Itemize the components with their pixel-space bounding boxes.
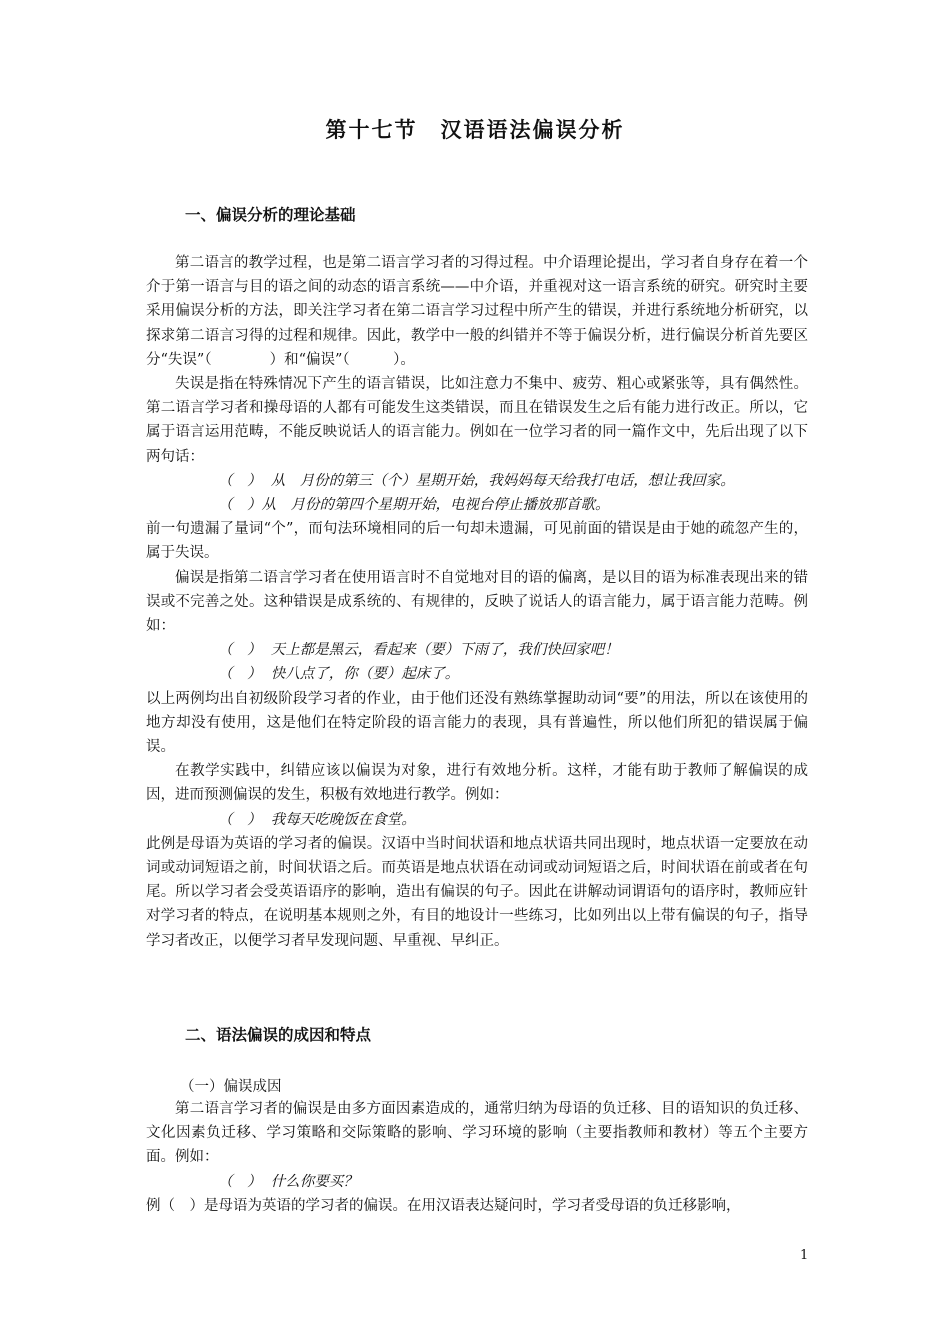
page-title: 第十七节 汉语语法偏误分析 <box>325 118 625 142</box>
example-sentence: （ ） 从 月份的第三（个）星期开始，我妈妈每天给我打电话，想让我回家。 <box>218 472 735 489</box>
subsection-heading: （一）偏误成因 <box>180 1079 282 1095</box>
paragraph: 以上两例均出自初级阶段学习者的作业，由于他们还没有熟练掌握助动词“要”的用法，所以在该使用的地方却没有使用，这是他们在特定阶段的语言能力的表现，具有普遍性，所以他们所犯的错误属于偏误。 <box>146 690 808 756</box>
paragraph: 第二语言学习者的偏误是由多方面因素造成的，通常归纳为母语的负迁移、目的语知识的负迁移、文化因素负迁移、学习策略和交际策略的影响、学习环境的影响（主要指教师和教材）等五个主要方面。例如： <box>146 1101 808 1166</box>
section-heading-2: 二、语法偏误的成因和特点 <box>185 1026 372 1044</box>
example-sentence: （ ） 什么你要买？ <box>218 1173 358 1190</box>
example-sentence: （ ） 天上都是黑云，看起来（要）下雨了，我们快回家吧！ <box>218 642 619 659</box>
example-sentence: （ ） 我每天吃晚饭在食堂。 <box>218 811 416 828</box>
section-2-body <box>146 1097 808 1218</box>
paragraph: 第二语言的教学过程，也是第二语言学习者的习得过程。中介语理论提出，学习者自身存在着一个介于第一语言与目的语之间的动态的语言系统——中介语，并重视对这一语言系统的研究。研究时主要采用偏误分析的方法，即关注学习者在第二语言学习过程中所产生的错误，并进行系统地分析研究，以探求第二语言习得的过程和规律。因此，教学中一般的纠错并不等于偏误分析，进行偏误分析首先要区分“失误”（ ）和“偏误”（ ）。 <box>146 255 808 368</box>
paragraph: 失误是指在特殊情况下产生的语言错误，比如注意力不集中、疲劳、粗心或紧张等，具有偶然性。第二语言学习者和操母语的人都有可能发生这类错误，而且在错误发生之后有能力进行改正。所以，它属于语言运用范畴，不能反映说话人的语言能力。例如在一位学习者的同一篇作文中，先后出现了以下两句话： <box>146 376 808 465</box>
example-sentence: （ ） 快八点了，你（要）起床了。 <box>218 666 460 683</box>
paragraph: 此例是母语为英语的学习者的偏误。汉语中当时间状语和地点状语共同出现时，地点状语一定要放在动词或动词短语之前，时间状语之后。而英语是地点状语在动词或动词短语之后，时间状语在前或者在句尾。所以学习者会受英语语序的影响，造出有偏误的句子。因此在讲解动词谓语句的语序时，教师应针对学习者的特点，在说明基本规则之外，有目的地设计一些练习，比如列出以上带有偏误的句子，指导学习者改正，以便学习者早发现问题、早重视、早纠正。 <box>146 835 808 949</box>
section-1-body <box>146 251 808 953</box>
page-number: 1 <box>800 1248 809 1263</box>
paragraph: 前一句遗漏了量词“个”，而句法环境相同的后一句却未遗漏，可见前面的错误是由于她的疏忽产生的，属于失误。 <box>146 521 808 562</box>
paragraph: 偏误是指第二语言学习者在使用语言时不自觉地对目的语的偏离，是以目的语为标准表现出来的错误或不完善之处。这种错误是成系统的、有规律的，反映了说话人的语言能力，属于语言能力范畴。例如： <box>146 569 808 635</box>
paragraph: 例（ ）是母语为英语的学习者的偏误。在用汉语表达疑问时，学习者受母语的负迁移影响， <box>146 1197 741 1214</box>
example-sentence: （ ）从 月份的第四个星期开始，电视台停止播放那首歌。 <box>218 497 610 514</box>
paragraph: 在教学实践中，纠错应该以偏误为对象，进行有效地分析。这样，才能有助于教师了解偏误的成因，进而预测偏误的发生，积极有效地进行教学。例如： <box>146 763 808 804</box>
section-heading-1: 一、偏误分析的理论基础 <box>185 206 356 224</box>
